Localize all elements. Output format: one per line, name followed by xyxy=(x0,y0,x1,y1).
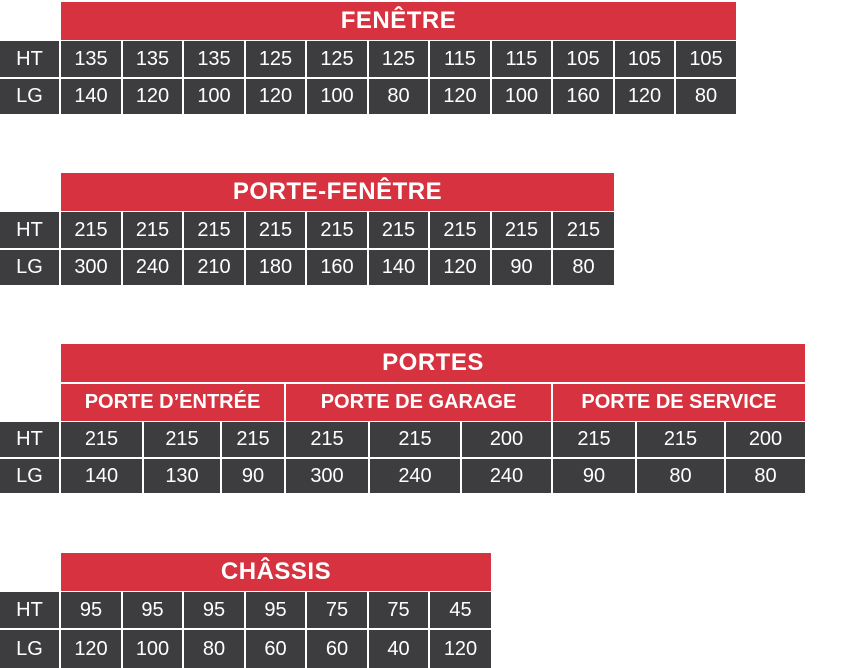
table-cell: 40 xyxy=(369,630,430,668)
table-cell: 160 xyxy=(553,79,615,116)
table-cell: 215 xyxy=(222,422,286,459)
table-cell: 60 xyxy=(246,630,307,668)
table-cell: 90 xyxy=(492,250,553,287)
table-cell: 105 xyxy=(553,41,615,79)
table-cell: 215 xyxy=(369,212,430,250)
table-cell: 300 xyxy=(286,459,370,495)
row-label-ht: HT xyxy=(0,422,61,459)
table-cell: 100 xyxy=(123,630,184,668)
table-cell: 120 xyxy=(123,79,184,116)
table-cell: 215 xyxy=(144,422,222,459)
table-cell: 115 xyxy=(430,41,492,79)
row-label-ht: HT xyxy=(0,212,61,250)
table-cell: 240 xyxy=(370,459,462,495)
fenetre-lg-row xyxy=(0,79,736,116)
portes-lg-row xyxy=(0,459,805,495)
table-cell: 215 xyxy=(246,212,307,250)
table-cell: 120 xyxy=(430,79,492,116)
table-cell: 215 xyxy=(184,212,246,250)
table-cell: 80 xyxy=(184,630,246,668)
table-cell: 215 xyxy=(553,212,614,250)
fenetre-ht-row xyxy=(0,41,736,79)
table-cell: 215 xyxy=(637,422,726,459)
table-cell: 60 xyxy=(307,630,369,668)
table-cell: 95 xyxy=(246,592,307,630)
table-cell: 95 xyxy=(184,592,246,630)
table-cell: 210 xyxy=(184,250,246,287)
table-cell: 215 xyxy=(286,422,370,459)
table-cell: 125 xyxy=(246,41,307,79)
table-cell: 215 xyxy=(123,212,184,250)
table-cell: 80 xyxy=(676,79,736,116)
table-cell: 120 xyxy=(430,630,491,668)
chassis-lg-row xyxy=(0,630,491,668)
table-cell: 240 xyxy=(123,250,184,287)
table-cell: 180 xyxy=(246,250,307,287)
table-cell: 80 xyxy=(726,459,805,495)
porte-garage-header: PORTE DE GARAGE xyxy=(286,384,553,421)
table-cell: 140 xyxy=(61,459,144,495)
table-cell: 100 xyxy=(307,79,369,116)
table-cell: 135 xyxy=(123,41,184,79)
table-cell: 135 xyxy=(61,41,123,79)
table-cell: 140 xyxy=(61,79,123,116)
table-cell: 75 xyxy=(369,592,430,630)
table-cell: 125 xyxy=(369,41,430,79)
porte-entree-header: PORTE D’ENTRÉE xyxy=(61,384,286,421)
table-cell: 75 xyxy=(307,592,369,630)
table-cell: 240 xyxy=(462,459,553,495)
table-cell: 80 xyxy=(637,459,726,495)
chassis-ht-row xyxy=(0,592,491,630)
table-cell: 200 xyxy=(726,422,805,459)
table-cell: 100 xyxy=(492,79,553,116)
table-cell: 80 xyxy=(553,250,614,287)
porte-fenetre-ht-row xyxy=(0,212,614,250)
table-cell: 120 xyxy=(61,630,123,668)
chassis-title: CHÂSSIS xyxy=(61,553,491,591)
table-cell: 120 xyxy=(246,79,307,116)
row-label-lg: LG xyxy=(0,250,61,287)
table-cell: 105 xyxy=(615,41,676,79)
table-cell: 120 xyxy=(430,250,492,287)
row-label-lg: LG xyxy=(0,459,61,495)
table-cell: 160 xyxy=(307,250,369,287)
porte-service-header: PORTE DE SERVICE xyxy=(553,384,805,421)
table-cell: 120 xyxy=(615,79,676,116)
table-cell: 300 xyxy=(61,250,123,287)
table-cell: 105 xyxy=(676,41,736,79)
row-label-lg: LG xyxy=(0,79,61,116)
table-cell: 215 xyxy=(553,422,637,459)
table-cell: 100 xyxy=(184,79,246,116)
table-cell: 215 xyxy=(61,422,144,459)
portes-title: PORTES xyxy=(61,344,805,382)
portes-ht-row xyxy=(0,422,805,459)
row-label-lg: LG xyxy=(0,630,61,668)
table-cell: 215 xyxy=(492,212,553,250)
table-cell: 90 xyxy=(222,459,286,495)
row-label-ht: HT xyxy=(0,41,61,79)
table-cell: 130 xyxy=(144,459,222,495)
table-cell: 90 xyxy=(553,459,637,495)
table-cell: 215 xyxy=(307,212,369,250)
table-cell: 215 xyxy=(370,422,462,459)
table-cell: 95 xyxy=(61,592,123,630)
table-cell: 115 xyxy=(492,41,553,79)
row-label-ht: HT xyxy=(0,592,61,630)
table-cell: 215 xyxy=(430,212,492,250)
porte-fenetre-title: PORTE-FENÊTRE xyxy=(61,173,614,211)
table-cell: 140 xyxy=(369,250,430,287)
table-cell: 125 xyxy=(307,41,369,79)
table-cell: 215 xyxy=(61,212,123,250)
table-cell: 80 xyxy=(369,79,430,116)
table-cell: 135 xyxy=(184,41,246,79)
table-cell: 95 xyxy=(123,592,184,630)
fenetre-title: FENÊTRE xyxy=(61,2,736,40)
porte-fenetre-lg-row xyxy=(0,250,614,287)
table-cell: 200 xyxy=(462,422,553,459)
table-cell: 45 xyxy=(430,592,491,630)
